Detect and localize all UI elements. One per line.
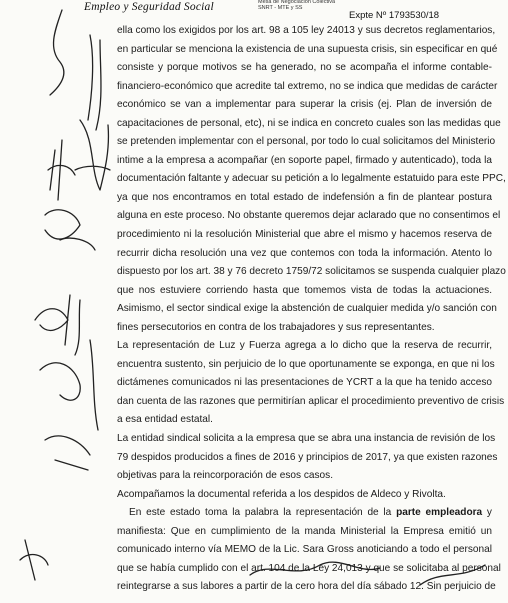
text-line: manifiesta: Que en cumplimiento de la manda Ministerial la Empresa emitió un: [117, 525, 492, 537]
text-line: 79 despidos producidos a fines de 2016 y principios de 2017, ya que existen razones: [117, 451, 498, 463]
text-line: La representación de Luz y Fuerza agrega a lo dicho que la reserva de recurrir,: [117, 340, 492, 352]
document-body: [117, 22, 506, 597]
text-line: dictámenes comunicados ni las presentaciones de YCRT a la que ha tenido acceso: [117, 377, 492, 389]
text-line: económico se van a implementar para superar la crisis (ej. Plan de inversión de: [117, 99, 492, 111]
text-line: alguna en este proceso. No obstante queremos dejar aclarado que no consentimos el: [117, 210, 501, 222]
text-line: comunicado interno vía MEMO de la Lic. Sara Gross anoticiando a todo el personal: [117, 544, 492, 556]
text-line: procedimiento ni la resolución Ministerial que abre el mismo y hacemos reserva de: [117, 229, 492, 241]
text-line: recurrir dicha resolución una vez que contemos con toda la información. Atento lo: [117, 247, 492, 259]
signature-3: [75, 120, 110, 190]
text-line: ya que nos encontramos en total estado de indefensión a fin de plantear postura: [117, 191, 492, 203]
text-line: se pretenden implementar con el personal, por todo lo cual solicitamos del Ministerio: [117, 136, 496, 148]
negotiation-stamp: Mesa de Negociación Colectiva SNRT - MTE y SS: [258, 0, 336, 11]
ministry-header: Empleo y Seguridad Social: [84, 1, 214, 13]
file-number: Expte Nº 1793530/18: [349, 10, 440, 21]
bold-text: parte empleadora: [396, 507, 483, 519]
text-line: Acompañamos la documental referida a los despidos de Aldeco y Rivolta.: [117, 488, 446, 500]
text-line: encuentra sustento, sin perjuicio de lo que oportunamente se exponga, en que ni los: [117, 358, 495, 370]
text-line: En este estado toma la palabra la representación de la parte empleadora y: [129, 507, 492, 519]
signature-2: [48, 140, 75, 200]
text-line: ella como los exigidos por los art. 98 a 105 ley 24013 y sus decretos reglamentarios,: [117, 25, 496, 36]
text-line: Asimismo, el sector sindical exige la abstención de cualquier medida y/o sanción con: [117, 303, 497, 315]
signature-1b: [88, 35, 101, 130]
text-line: La entidad sindical solicita a la empresa que se abra una instancia de revisión de los: [117, 433, 496, 445]
signature-7: [45, 436, 90, 470]
text-line: en particular se menciona la existencia de una supuesta crisis, sin especificar en qué: [117, 43, 498, 55]
text-line: objetivas para la reincorporación de esos casos.: [117, 470, 334, 482]
text-line: intime a la empresa a acompañar (en soporte papel, firmado y autenticado), toda la: [117, 154, 492, 166]
text-line: que nos estuviere corriendo hasta que tomemos vista de todas la actuaciones.: [117, 284, 492, 296]
text-line: dispuesto por los art. 38 y 76 decreto 1759/72 solicitamos se suspenda cualquier plazo: [117, 266, 506, 278]
signature-6: [40, 340, 98, 430]
text-line: a esa entidad estatal.: [117, 414, 213, 426]
text-line: que se había cumplido con el art. 104 de la Ley 24,013 y que se solicitaba al personal: [117, 562, 501, 574]
signature-1: [50, 10, 64, 95]
text-line: capacitaciones de personal, etc), ni se indica en concreto cuales son las medidas que: [117, 117, 501, 129]
text-line: dan cuenta de las razones que permitirían aplicar el procedimiento preventivo de crisis: [117, 395, 505, 407]
text-line: consiste y porque motivos se ha generado, no se acompaña el informe contable-: [117, 62, 492, 74]
text-line: reintegrarse a sus labores a partir de la cero hora del día sábado 12. Sin perjuicio de: [117, 581, 496, 593]
text-line: financiero-económico que acredite tal extremo, no se indica que medidas de carácter: [117, 80, 498, 92]
signature-8: [20, 540, 48, 580]
signature-5: [35, 295, 80, 355]
text-line: documentación faltante y adecuar su petición a lo legalmente estatuido para este PPC,: [117, 173, 506, 185]
signature-4: [45, 210, 95, 250]
text-line: fines persecutorios en contra de los trabajadores y sus representantes.: [117, 321, 435, 333]
